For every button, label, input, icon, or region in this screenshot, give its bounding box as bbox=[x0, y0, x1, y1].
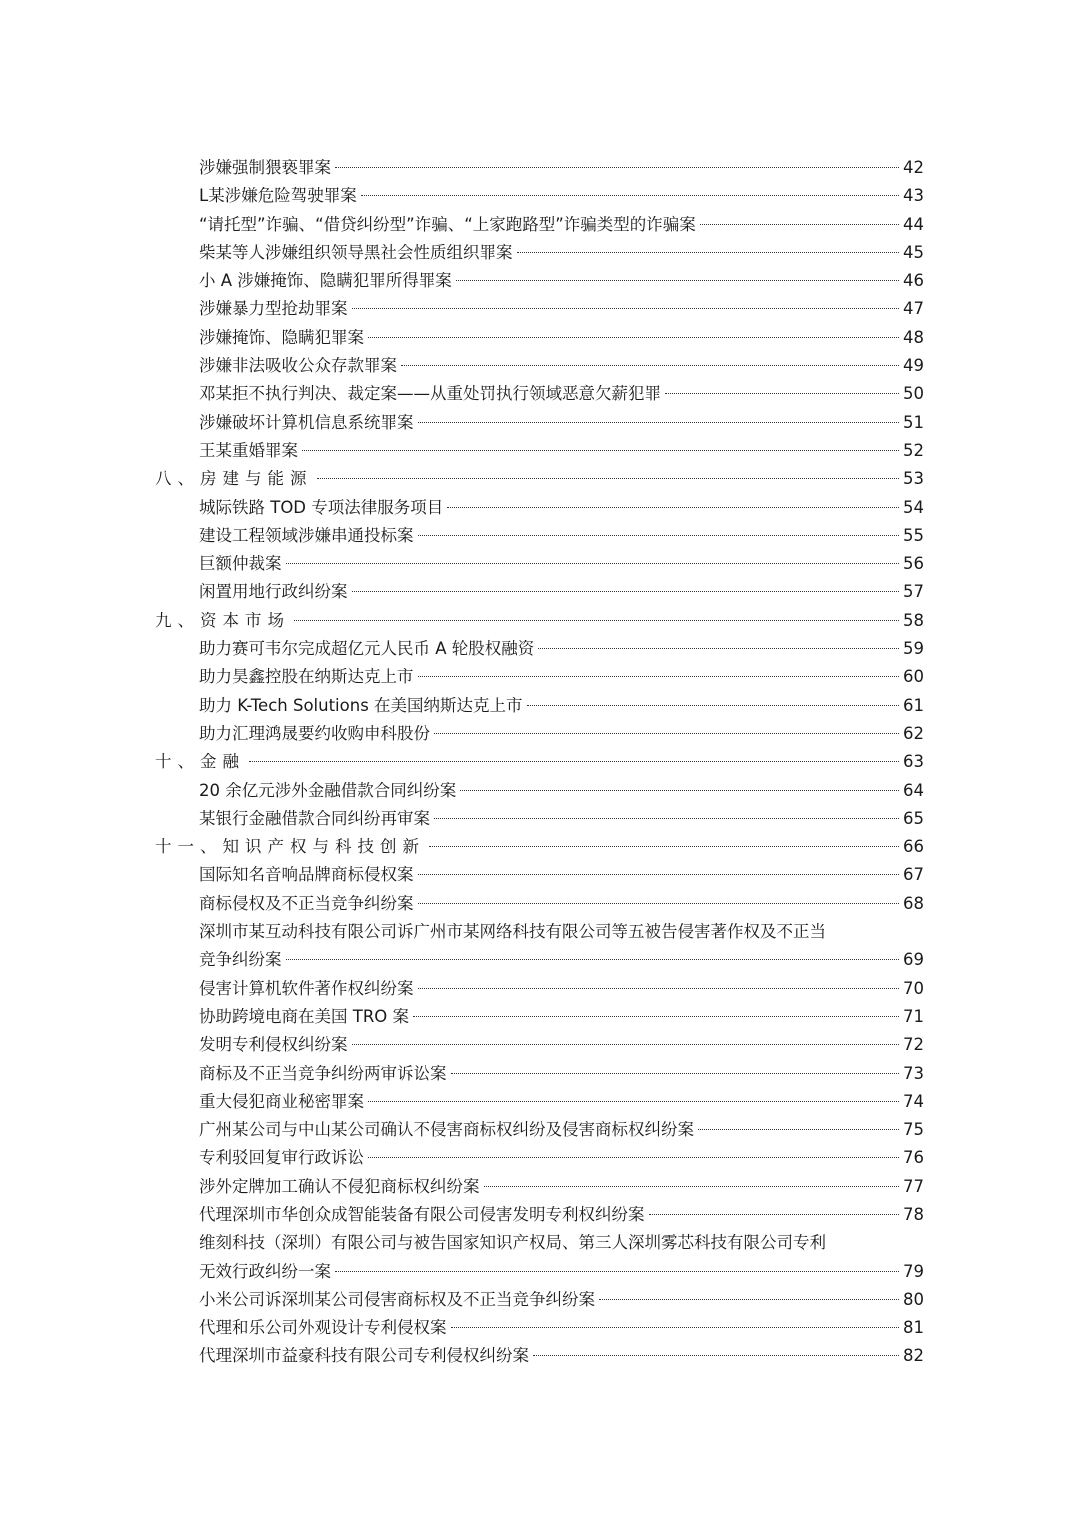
toc-section-heading[interactable] bbox=[0, 833, 1080, 861]
toc-entry[interactable] bbox=[0, 211, 1080, 239]
toc-entry[interactable] bbox=[0, 154, 1080, 182]
toc-entry-title: 协助跨境电商在美国 TRO 案 bbox=[199, 1006, 410, 1026]
toc-entry-line bbox=[199, 154, 924, 182]
toc-page-number: 79 bbox=[903, 1261, 924, 1281]
dot-leader bbox=[429, 846, 899, 847]
toc-entry[interactable] bbox=[0, 918, 1080, 946]
dot-leader bbox=[368, 337, 899, 338]
toc-entry-line bbox=[199, 777, 924, 805]
toc-entry-title: 城际铁路 TOD 专项法律服务项目 bbox=[199, 497, 444, 517]
toc-entry[interactable] bbox=[0, 1314, 1080, 1342]
toc-page-number: 44 bbox=[903, 214, 924, 234]
toc-page-number: 55 bbox=[903, 525, 924, 545]
toc-page-number: 47 bbox=[903, 299, 924, 319]
toc-entry[interactable] bbox=[0, 1116, 1080, 1144]
toc-entry[interactable] bbox=[0, 946, 1080, 974]
toc-entry-line bbox=[199, 692, 924, 720]
dot-leader bbox=[302, 450, 899, 451]
toc-entry-title: 闲置用地行政纠纷案 bbox=[199, 582, 348, 602]
toc-entry[interactable] bbox=[0, 890, 1080, 918]
toc-entry[interactable] bbox=[0, 1286, 1080, 1314]
dot-leader bbox=[418, 422, 900, 423]
dot-leader bbox=[649, 1214, 900, 1215]
toc-entry-line bbox=[199, 324, 924, 352]
toc-entry-line bbox=[199, 1088, 924, 1116]
toc-entry[interactable] bbox=[0, 1229, 1080, 1257]
dot-leader bbox=[447, 507, 899, 508]
dot-leader bbox=[249, 761, 899, 762]
toc-entry-line bbox=[199, 1031, 924, 1059]
toc-page-number: 82 bbox=[903, 1346, 924, 1366]
toc-entry[interactable] bbox=[0, 239, 1080, 267]
dot-leader bbox=[368, 1157, 899, 1158]
toc-entry-line bbox=[199, 352, 924, 380]
toc-entry-title: 代理深圳市华创众成智能装备有限公司侵害发明专利权纠纷案 bbox=[199, 1204, 645, 1224]
toc-page-number: 50 bbox=[903, 384, 924, 404]
toc-entry-title: 维刻科技（深圳）有限公司与被告国家知识产权局、第三人深圳雾芯科技有限公司专利 bbox=[199, 1233, 826, 1253]
toc-entry[interactable] bbox=[0, 805, 1080, 833]
dot-leader bbox=[352, 1044, 900, 1045]
toc-entry-title: 王某重婚罪案 bbox=[199, 440, 298, 460]
dot-leader bbox=[700, 224, 899, 225]
toc-page-number: 75 bbox=[903, 1120, 924, 1140]
toc-entry-line bbox=[155, 607, 924, 635]
toc-entry-line bbox=[199, 380, 924, 408]
toc-page-number: 80 bbox=[903, 1289, 924, 1309]
dot-leader bbox=[418, 988, 900, 989]
toc-entry-line bbox=[199, 1314, 924, 1342]
dot-leader bbox=[286, 563, 900, 564]
toc-entry[interactable] bbox=[0, 975, 1080, 1003]
dot-leader bbox=[418, 676, 900, 677]
dot-leader bbox=[352, 308, 900, 309]
toc-page-number: 52 bbox=[903, 440, 924, 460]
toc-entry-title: 助力 K-Tech Solutions 在美国纳斯达克上市 bbox=[199, 695, 523, 715]
dot-leader bbox=[698, 1129, 899, 1130]
toc-entry-title: 助力汇理鸿晟要约收购申科股份 bbox=[199, 723, 430, 743]
toc-page-number: 78 bbox=[903, 1204, 924, 1224]
toc-page-number: 61 bbox=[903, 695, 924, 715]
toc-entry-title: 九、资本市场 bbox=[155, 610, 290, 630]
toc-entry-line bbox=[199, 890, 924, 918]
toc-entry-line bbox=[155, 833, 924, 861]
toc-entry-line bbox=[199, 239, 924, 267]
toc-entry-line bbox=[199, 437, 924, 465]
toc-entry[interactable] bbox=[0, 578, 1080, 606]
dot-leader bbox=[401, 365, 899, 366]
toc-entry-title: 商标及不正当竞争纠纷两审诉讼案 bbox=[199, 1063, 447, 1083]
toc-page-number: 59 bbox=[903, 639, 924, 659]
toc-entry-title: 涉嫌强制猥亵罪案 bbox=[199, 158, 331, 177]
toc-entry-title: 巨额仲裁案 bbox=[199, 554, 282, 574]
toc-entry-title: 涉嫌非法吸收公众存款罪案 bbox=[199, 356, 397, 376]
toc-entry-line bbox=[199, 578, 924, 606]
toc-entry-title: 涉外定牌加工确认不侵犯商标权纠纷案 bbox=[199, 1176, 480, 1196]
toc-page-number: 56 bbox=[903, 554, 924, 574]
toc-entry-title: 20 余亿元涉外金融借款合同纠纷案 bbox=[199, 780, 457, 800]
toc-entry-line bbox=[199, 918, 924, 946]
toc-entry[interactable] bbox=[0, 437, 1080, 465]
toc-entry[interactable] bbox=[0, 324, 1080, 352]
toc-entry-line bbox=[199, 1258, 924, 1286]
toc-entry[interactable] bbox=[0, 1060, 1080, 1088]
dot-leader bbox=[413, 1016, 899, 1017]
toc-entry-line bbox=[199, 522, 924, 550]
dot-leader bbox=[451, 1073, 900, 1074]
toc-entry-title: 专利驳回复审行政诉讼 bbox=[199, 1148, 364, 1168]
table-of-contents bbox=[0, 154, 1080, 1371]
toc-entry-title: 邓某拒不执行判决、裁定案——从重处罚执行领域恶意欠薪犯罪 bbox=[199, 384, 661, 404]
toc-entry-title: 无效行政纠纷一案 bbox=[199, 1261, 331, 1281]
toc-entry-title: 发明专利侵权纠纷案 bbox=[199, 1035, 348, 1055]
toc-entry-line bbox=[199, 211, 924, 239]
toc-entry-line bbox=[199, 550, 924, 578]
toc-entry[interactable] bbox=[0, 267, 1080, 295]
toc-entry[interactable] bbox=[0, 635, 1080, 663]
toc-entry-line bbox=[199, 1173, 924, 1201]
dot-leader bbox=[460, 790, 899, 791]
toc-entry[interactable] bbox=[0, 1003, 1080, 1031]
toc-entry[interactable] bbox=[0, 692, 1080, 720]
dot-leader bbox=[517, 252, 900, 253]
toc-entry-line bbox=[199, 946, 924, 974]
dot-leader bbox=[484, 1186, 900, 1187]
toc-entry-title: 小米公司诉深圳某公司侵害商标权及不正当竞争纠纷案 bbox=[199, 1289, 595, 1309]
dot-leader bbox=[434, 733, 899, 734]
toc-entry-line bbox=[155, 465, 924, 493]
toc-entry-line bbox=[199, 1201, 924, 1229]
toc-page-number: 81 bbox=[903, 1318, 924, 1338]
toc-entry[interactable] bbox=[0, 1031, 1080, 1059]
dot-leader bbox=[538, 648, 899, 649]
toc-page-number: 73 bbox=[903, 1063, 924, 1083]
toc-entry[interactable] bbox=[0, 1258, 1080, 1286]
dot-leader bbox=[451, 1327, 900, 1328]
dot-leader bbox=[418, 903, 900, 904]
toc-entry-line bbox=[199, 975, 924, 1003]
toc-page-number: 71 bbox=[903, 1006, 924, 1026]
toc-entry-line bbox=[199, 861, 924, 889]
toc-entry-line bbox=[199, 494, 924, 522]
toc-entry-line bbox=[199, 1229, 924, 1257]
dot-leader bbox=[533, 1355, 899, 1356]
dot-leader bbox=[368, 1101, 899, 1102]
toc-entry[interactable] bbox=[0, 352, 1080, 380]
dot-leader bbox=[317, 478, 900, 479]
toc-entry-title: 代理和乐公司外观设计专利侵权案 bbox=[199, 1318, 447, 1338]
toc-entry[interactable] bbox=[0, 182, 1080, 210]
dot-leader bbox=[335, 167, 899, 168]
dot-leader bbox=[434, 818, 899, 819]
toc-entry-title: 助力昊鑫控股在纳斯达克上市 bbox=[199, 667, 414, 687]
toc-entry[interactable] bbox=[0, 295, 1080, 323]
toc-entry[interactable] bbox=[0, 1173, 1080, 1201]
toc-page-number: 54 bbox=[903, 497, 924, 517]
toc-entry-title: 小 A 涉嫌掩饰、隐瞒犯罪所得罪案 bbox=[199, 271, 452, 291]
toc-page-number: 63 bbox=[903, 752, 924, 772]
toc-entry[interactable] bbox=[0, 522, 1080, 550]
dot-leader bbox=[665, 393, 899, 394]
dot-leader bbox=[418, 874, 900, 875]
toc-page-number: 64 bbox=[903, 780, 924, 800]
toc-entry-title: 商标侵权及不正当竞争纠纷案 bbox=[199, 893, 414, 913]
toc-page-number: 70 bbox=[903, 978, 924, 998]
dot-leader bbox=[294, 620, 899, 621]
toc-entry[interactable] bbox=[0, 1201, 1080, 1229]
toc-page-number: 69 bbox=[903, 950, 924, 970]
toc-entry-title: 柴某等人涉嫌组织领导黑社会性质组织罪案 bbox=[199, 242, 513, 262]
toc-entry-line bbox=[199, 1060, 924, 1088]
dot-leader bbox=[286, 959, 900, 960]
toc-page-number: 68 bbox=[903, 893, 924, 913]
toc-page-number: 51 bbox=[903, 412, 924, 432]
toc-entry-title: “请托型”诈骗、“借贷纠纷型”诈骗、“上家跑路型”诈骗类型的诈骗案 bbox=[199, 214, 696, 234]
toc-page-number: 42 bbox=[903, 158, 924, 177]
toc-entry-line bbox=[199, 295, 924, 323]
toc-entry-line bbox=[155, 748, 924, 776]
toc-entry-title: 竞争纠纷案 bbox=[199, 950, 282, 970]
toc-entry-line bbox=[199, 1144, 924, 1172]
toc-entry-line bbox=[199, 663, 924, 691]
toc-page-number: 57 bbox=[903, 582, 924, 602]
toc-entry-title: 重大侵犯商业秘密罪案 bbox=[199, 1091, 364, 1111]
toc-page-number: 76 bbox=[903, 1148, 924, 1168]
toc-entry-title: 十、金融 bbox=[155, 752, 245, 772]
toc-entry-title: 代理深圳市益豪科技有限公司专利侵权纠纷案 bbox=[199, 1346, 529, 1366]
toc-page-number: 62 bbox=[903, 723, 924, 743]
toc-entry-line bbox=[199, 805, 924, 833]
toc-entry-title: 国际知名音响品牌商标侵权案 bbox=[199, 865, 414, 885]
toc-entry-line bbox=[199, 1342, 924, 1370]
toc-entry[interactable] bbox=[0, 861, 1080, 889]
toc-entry[interactable] bbox=[0, 1342, 1080, 1370]
dot-leader bbox=[456, 280, 899, 281]
toc-entry-title: L某涉嫌危险驾驶罪案 bbox=[199, 186, 357, 206]
toc-entry-title: 建设工程领域涉嫌串通投标案 bbox=[199, 525, 414, 545]
toc-page-number: 48 bbox=[903, 327, 924, 347]
dot-leader bbox=[527, 705, 899, 706]
toc-section-heading[interactable] bbox=[0, 465, 1080, 493]
dot-leader bbox=[599, 1299, 899, 1300]
toc-entry[interactable] bbox=[0, 380, 1080, 408]
toc-entry-line bbox=[199, 635, 924, 663]
toc-entry[interactable] bbox=[0, 663, 1080, 691]
toc-page-number: 65 bbox=[903, 808, 924, 828]
toc-page-number: 77 bbox=[903, 1176, 924, 1196]
toc-entry-line bbox=[199, 720, 924, 748]
toc-entry[interactable] bbox=[0, 720, 1080, 748]
toc-page-number: 60 bbox=[903, 667, 924, 687]
toc-entry[interactable] bbox=[0, 550, 1080, 578]
dot-leader bbox=[352, 591, 900, 592]
toc-entry-title: 涉嫌暴力型抢劫罪案 bbox=[199, 299, 348, 319]
toc-entry-line bbox=[199, 1003, 924, 1031]
toc-entry-line bbox=[199, 1286, 924, 1314]
toc-entry[interactable] bbox=[0, 494, 1080, 522]
toc-entry-title: 广州某公司与中山某公司确认不侵害商标权纠纷及侵害商标权纠纷案 bbox=[199, 1120, 694, 1140]
toc-entry[interactable] bbox=[0, 409, 1080, 437]
toc-section-heading[interactable] bbox=[0, 607, 1080, 635]
toc-page-number: 46 bbox=[903, 271, 924, 291]
toc-entry-title: 涉嫌掩饰、隐瞒犯罪案 bbox=[199, 327, 364, 347]
dot-leader bbox=[335, 1271, 899, 1272]
toc-entry-title: 某银行金融借款合同纠纷再审案 bbox=[199, 808, 430, 828]
toc-entry[interactable] bbox=[0, 1144, 1080, 1172]
toc-entry[interactable] bbox=[0, 1088, 1080, 1116]
dot-leader bbox=[361, 195, 899, 196]
toc-entry-line bbox=[199, 267, 924, 295]
toc-page-number: 53 bbox=[903, 469, 924, 489]
toc-entry-line bbox=[199, 182, 924, 210]
toc-entry[interactable] bbox=[0, 777, 1080, 805]
toc-entry-line bbox=[199, 409, 924, 437]
toc-page-number: 45 bbox=[903, 242, 924, 262]
toc-page-number: 67 bbox=[903, 865, 924, 885]
toc-page-number: 66 bbox=[903, 837, 924, 857]
toc-entry-title: 侵害计算机软件著作权纠纷案 bbox=[199, 978, 414, 998]
toc-page-number: 72 bbox=[903, 1035, 924, 1055]
toc-entry-title: 十一、知识产权与科技创新 bbox=[155, 837, 425, 857]
toc-page-number: 58 bbox=[903, 610, 924, 630]
toc-page-number: 43 bbox=[903, 186, 924, 206]
toc-entry-title: 涉嫌破坏计算机信息系统罪案 bbox=[199, 412, 414, 432]
toc-section-heading[interactable] bbox=[0, 748, 1080, 776]
toc-entry-title: 助力赛可韦尔完成超亿元人民币 A 轮股权融资 bbox=[199, 639, 535, 659]
toc-entry-line bbox=[199, 1116, 924, 1144]
toc-entry-title: 深圳市某互动科技有限公司诉广州市某网络科技有限公司等五被告侵害著作权及不正当 bbox=[199, 922, 826, 942]
toc-page-number: 49 bbox=[903, 356, 924, 376]
dot-leader bbox=[418, 535, 900, 536]
toc-entry-title: 八、房建与能源 bbox=[155, 469, 313, 489]
toc-page-number: 74 bbox=[903, 1091, 924, 1111]
